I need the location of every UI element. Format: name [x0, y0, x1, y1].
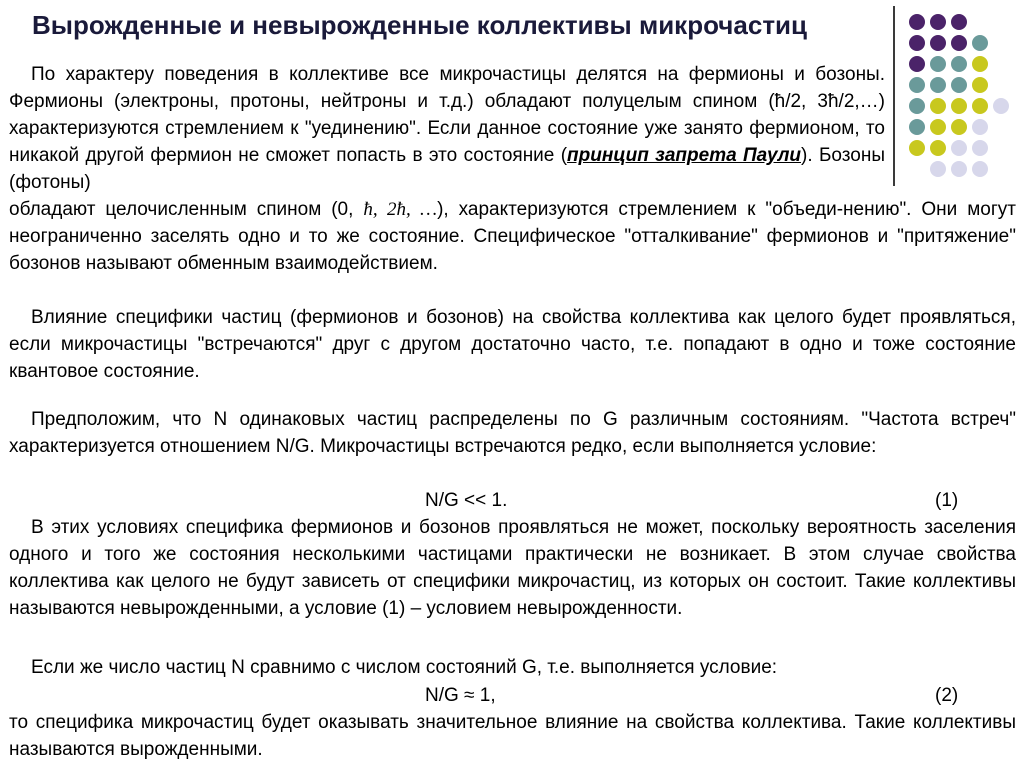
paragraph-text: ), характеризуются стремлением к "объеди-нению". Они могут неограниченно заселять одно и то же состояние. Специфическое "отталкивание" фермионов и "притяжение" бозонов называют обменным взаимодействием.: [9, 199, 1016, 274]
dot: [951, 98, 967, 114]
dot: [909, 98, 925, 114]
spin-values: ħ, 2ħ, …: [363, 199, 438, 220]
dot: [951, 77, 967, 93]
dot: [972, 140, 988, 156]
dot: [930, 14, 946, 30]
dot: [930, 77, 946, 93]
paragraph-text: обладают целочисленным спином (0,: [9, 199, 364, 220]
dot: [972, 161, 988, 177]
dot: [993, 98, 1009, 114]
pauli-principle-link[interactable]: принцип запрета Паули: [567, 145, 801, 166]
dot: [909, 35, 925, 51]
dot: [909, 140, 925, 156]
dot: [930, 35, 946, 51]
dot: [972, 119, 988, 135]
equation-nondegenerate: N/G << 1.: [425, 490, 508, 511]
dot: [951, 35, 967, 51]
paragraph-nondegenerate: В этих условиях специфика фермионов и бозонов проявляться не может, поскольку вероятность заселения одного и того же состояния несколькими частицами практически не возникает. В этом случае свойства коллектива как целого не будут зависеть от специфики микрочастиц, из которых он состоит. Такие коллективы называются невырожденными, а условие (1) – условием невырожденности.: [9, 517, 1016, 619]
paragraph-assumption: Предположим, что N одинаковых частиц распределены по G различным состояниям. "Частота встреч" характеризуется отношением N/G. Микрочастицы встречаются редко, если выполняется условие:: [9, 409, 1016, 457]
equation-number-1: (1): [935, 490, 959, 511]
equation-number-2: (2): [935, 685, 959, 706]
paragraph-fermions-bosons: [9, 61, 885, 196]
dot: [951, 161, 967, 177]
equation-degenerate: N/G ≈ 1,: [425, 685, 496, 706]
paragraph-influence: Влияние специфики частиц (фермионов и бозонов) на свойства коллектива как целого будет проявляться, если микрочастицы "встречаются" друг с другом достаточно часто, т.е. попадают в одно и тоже состояние квантовое состояние.: [9, 307, 1016, 382]
paragraph-degenerate: то специфика микрочастиц будет оказывать значительное влияние на свойства коллектива. Такие коллективы называются вырожденными.: [9, 712, 1016, 760]
dot: [930, 98, 946, 114]
dot: [972, 77, 988, 93]
dot: [909, 119, 925, 135]
page-title: Вырожденные и невырожденные коллективы микрочастиц: [32, 10, 808, 40]
dot: [909, 56, 925, 72]
dot: [930, 140, 946, 156]
dot: [972, 98, 988, 114]
paragraph-text: По характеру поведения в коллективе все микрочастицы делятся на фермионы и бозоны. Фермионы (электроны, протоны, нейтроны и т.д.) обладают полуцелым спином (ħ/2, 3ħ/2,…) характеризуются стремлением к "уединению". Если данное состояние уже занято фермионом, то никакой другой фермион не сможет попасть в это состояние (: [9, 64, 885, 166]
dot: [930, 56, 946, 72]
paragraph-comparable: Если же число частиц N сравнимо с числом состояний G, т.е. выполняется условие:: [31, 657, 778, 678]
dot: [951, 140, 967, 156]
dot: [909, 14, 925, 30]
dot: [951, 56, 967, 72]
dot: [930, 161, 946, 177]
dot: [930, 119, 946, 135]
title-divider: [893, 6, 895, 186]
dot: [951, 14, 967, 30]
dot: [909, 77, 925, 93]
dot: [972, 35, 988, 51]
dot: [972, 56, 988, 72]
paragraph-bosons-spin: [9, 196, 1016, 277]
dot: [951, 119, 967, 135]
paragraph-text: ). Бозоны (фотоны): [9, 145, 885, 193]
